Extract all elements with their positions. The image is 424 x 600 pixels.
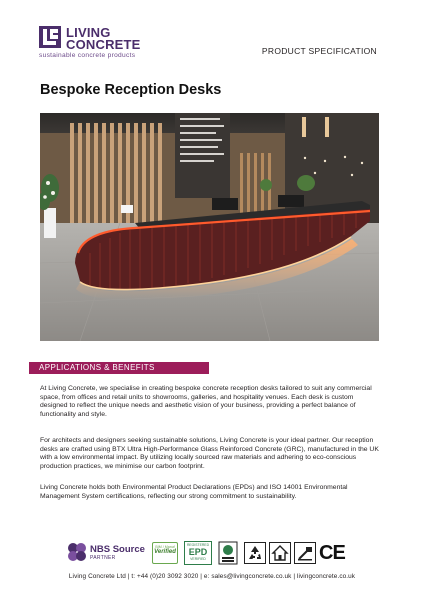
section-heading-bar: [29, 362, 209, 374]
verified-line-2: Verified: [154, 549, 176, 555]
brand-name: [66, 27, 141, 51]
recycle-icon: [244, 542, 266, 564]
nbs-source-badge: [66, 541, 146, 567]
ce-mark: CE: [319, 542, 345, 564]
indoor-use-icon: [269, 542, 291, 564]
brand-line-1: LIVING: [66, 25, 111, 40]
brand-line-2: CONCRETE: [66, 37, 141, 52]
nbs-title: NBS Source: [90, 544, 145, 555]
paragraph-intro: At Living Concrete, we specialise in creating bespoke concrete reception desks tailored to suit any commercial space, from offices and retail units to showrooms, galleries, and hospitality venues. Each desk is custom designed to reflect the unique needs and aesthetic vision of your business, providing a perfect balance of functionality and style.: [40, 385, 372, 418]
living-concrete-logo: [39, 24, 159, 66]
page-title: Bespoke Reception Desks: [40, 82, 222, 98]
document-type: PRODUCT SPECIFICATION: [261, 46, 377, 56]
certification-strip: [66, 538, 366, 568]
logo-mark-icon: [39, 26, 61, 48]
epd-mark: EPD: [188, 547, 208, 557]
paragraph-sustainability: For architects and designers seeking sustainable solutions, Living Concrete is your ideal partner. Our reception desks are crafted using BTX Ultra High-Performance Glass Reinforced Concrete (GRC), manufactured in the UK with a low environmental impact. By utilizing locally sourced raw materials and adhering to eco-conscious production practices, we minimise our carbon footprint.: [40, 437, 379, 470]
epd-bottom-text: VERIFIED: [190, 557, 206, 561]
nbs-logo-icon: [66, 541, 88, 563]
verified-line-1: BIM / Manuf: [155, 545, 175, 549]
reception-desk-illustration: [40, 113, 379, 341]
section-heading: APPLICATIONS & BENEFITS: [39, 363, 155, 372]
verified-badge: [152, 542, 178, 564]
footer-contact: Living Concrete Ltd | t: +44 (0)20 3092 3020 | e: sales@livingconcrete.co.uk | livingconcrete.co.uk: [68, 573, 356, 580]
epd-badge: [184, 541, 212, 565]
brand-tagline: sustainable concrete products: [39, 52, 136, 59]
paragraph-certifications: Living Concrete holds both Environmental Product Declarations (EPDs) and ISO 14001 Environmental Management System certifications, reflecting our strong commitment to sustainability.: [40, 484, 348, 500]
iso-14001-icon: [218, 541, 238, 565]
installation-icon: [294, 542, 316, 564]
reception-desk-photo: [40, 113, 379, 341]
epd-top-text: REGISTERED: [186, 543, 210, 547]
nbs-subtitle: PARTNER: [90, 555, 116, 561]
